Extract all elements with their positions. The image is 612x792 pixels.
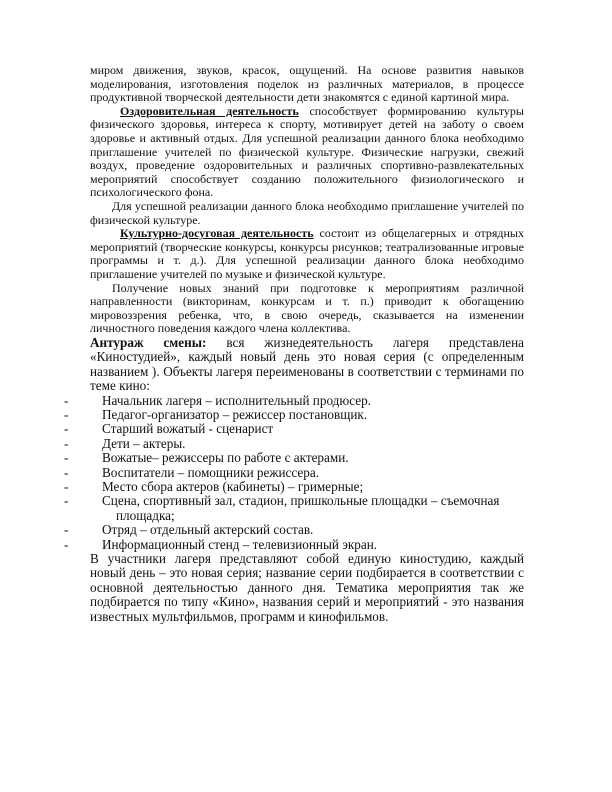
- text-leisure-activity: состоит из общелагерных и отрядных мероприятий (творческие конкурсы, конкурсы рисунков; театрализованные игровые программы и т. д.). Для успешной реализации данного блока необходимо приглашение учителей по музыке и физической культуре.: [90, 226, 524, 281]
- paragraph-health-activity: [90, 105, 524, 200]
- paragraph-creative-activity: миром движения, звуков, красок, ощущений. На основе развития навыков моделирования, изготовления поделок из различных материалов, в процессе продуктивной творческой деятельности дети знакомятся с единой картиной мира.: [90, 63, 524, 105]
- list-item: - Отряд – отдельный актерский состав.: [64, 522, 314, 538]
- paragraph-leisure-activity: [90, 227, 524, 281]
- heading-leisure-activity: Культурно-досуговая деятельность: [120, 226, 314, 241]
- list-item: - Место сбора актеров (кабинеты) – гримерные;: [64, 478, 364, 494]
- list-item: - Вожатые– режиссеры по работе с актерами.: [64, 450, 349, 466]
- paragraph-film-studio: В участники лагеря представляют собой единую киностудию, каждый новый день – это новая серия; название серии подбирается в соответствии с основной деятельностью данного дня. Тематика мероприятия так же подбирается по типу «Кино», названия серий и мероприятий - это названия известных мультфильмов, программ и кинофильмов.: [90, 550, 524, 624]
- list-item: - Сцена, спортивный зал, стадион, пришкольные площадки – съемочная площадка;: [64, 493, 500, 523]
- list-item: - Воспитатели – помощники режиссера.: [64, 464, 320, 480]
- paragraph-shift-setting: [90, 336, 524, 394]
- heading-health-activity: Оздоровительная деятельность: [120, 103, 299, 118]
- roles-list: [64, 392, 524, 552]
- paragraph-implementation-note: Для успешной реализации данного блока необходимо приглашение учителей по физической культуре.: [90, 198, 524, 227]
- list-item: - Начальник лагеря – исполнительный продюсер.: [64, 392, 371, 408]
- document-page: [64, 63, 524, 624]
- list-item: - Педагог-организатор – режиссер постановщик.: [64, 406, 368, 422]
- heading-shift-setting: Антураж смены:: [90, 334, 207, 350]
- text-shift-setting: вся жизнедеятельность лагеря представлена «Киностудией», каждый новый день это новая серия (с определенным названием ). Объекты лагеря переименованы в соответствии с терминами по теме кино:: [90, 334, 524, 394]
- list-item: - Дети – актеры.: [64, 435, 186, 451]
- text-health-activity: способствует формированию культуры физического здоровья, интереса к спорту, мотивирует детей на заботу о своем здоровье и активный отдых. Для успешной реализации данного блока необходимо приглашение учителей по физической культуре. Физические нагрузки, свежий воздух, проведение оздоровительных и различных спортивно-развлекательных мероприятий способствует созданию положительного физиологического и психологического фона.: [90, 103, 524, 200]
- list-item: - Информационный стенд – телевизионный экран.: [64, 536, 378, 552]
- list-item: - Старший вожатый - сценарист: [64, 421, 274, 437]
- paragraph-new-knowledge: Получение новых знаний при подготовке к мероприятиям различной направленности (викторинам, конкурсам и т. п.) приводит к обогащению мировоззрения ребенка, что, в свою очередь, сказывается на изменении личностного поведения каждого члена коллектива.: [90, 280, 524, 336]
